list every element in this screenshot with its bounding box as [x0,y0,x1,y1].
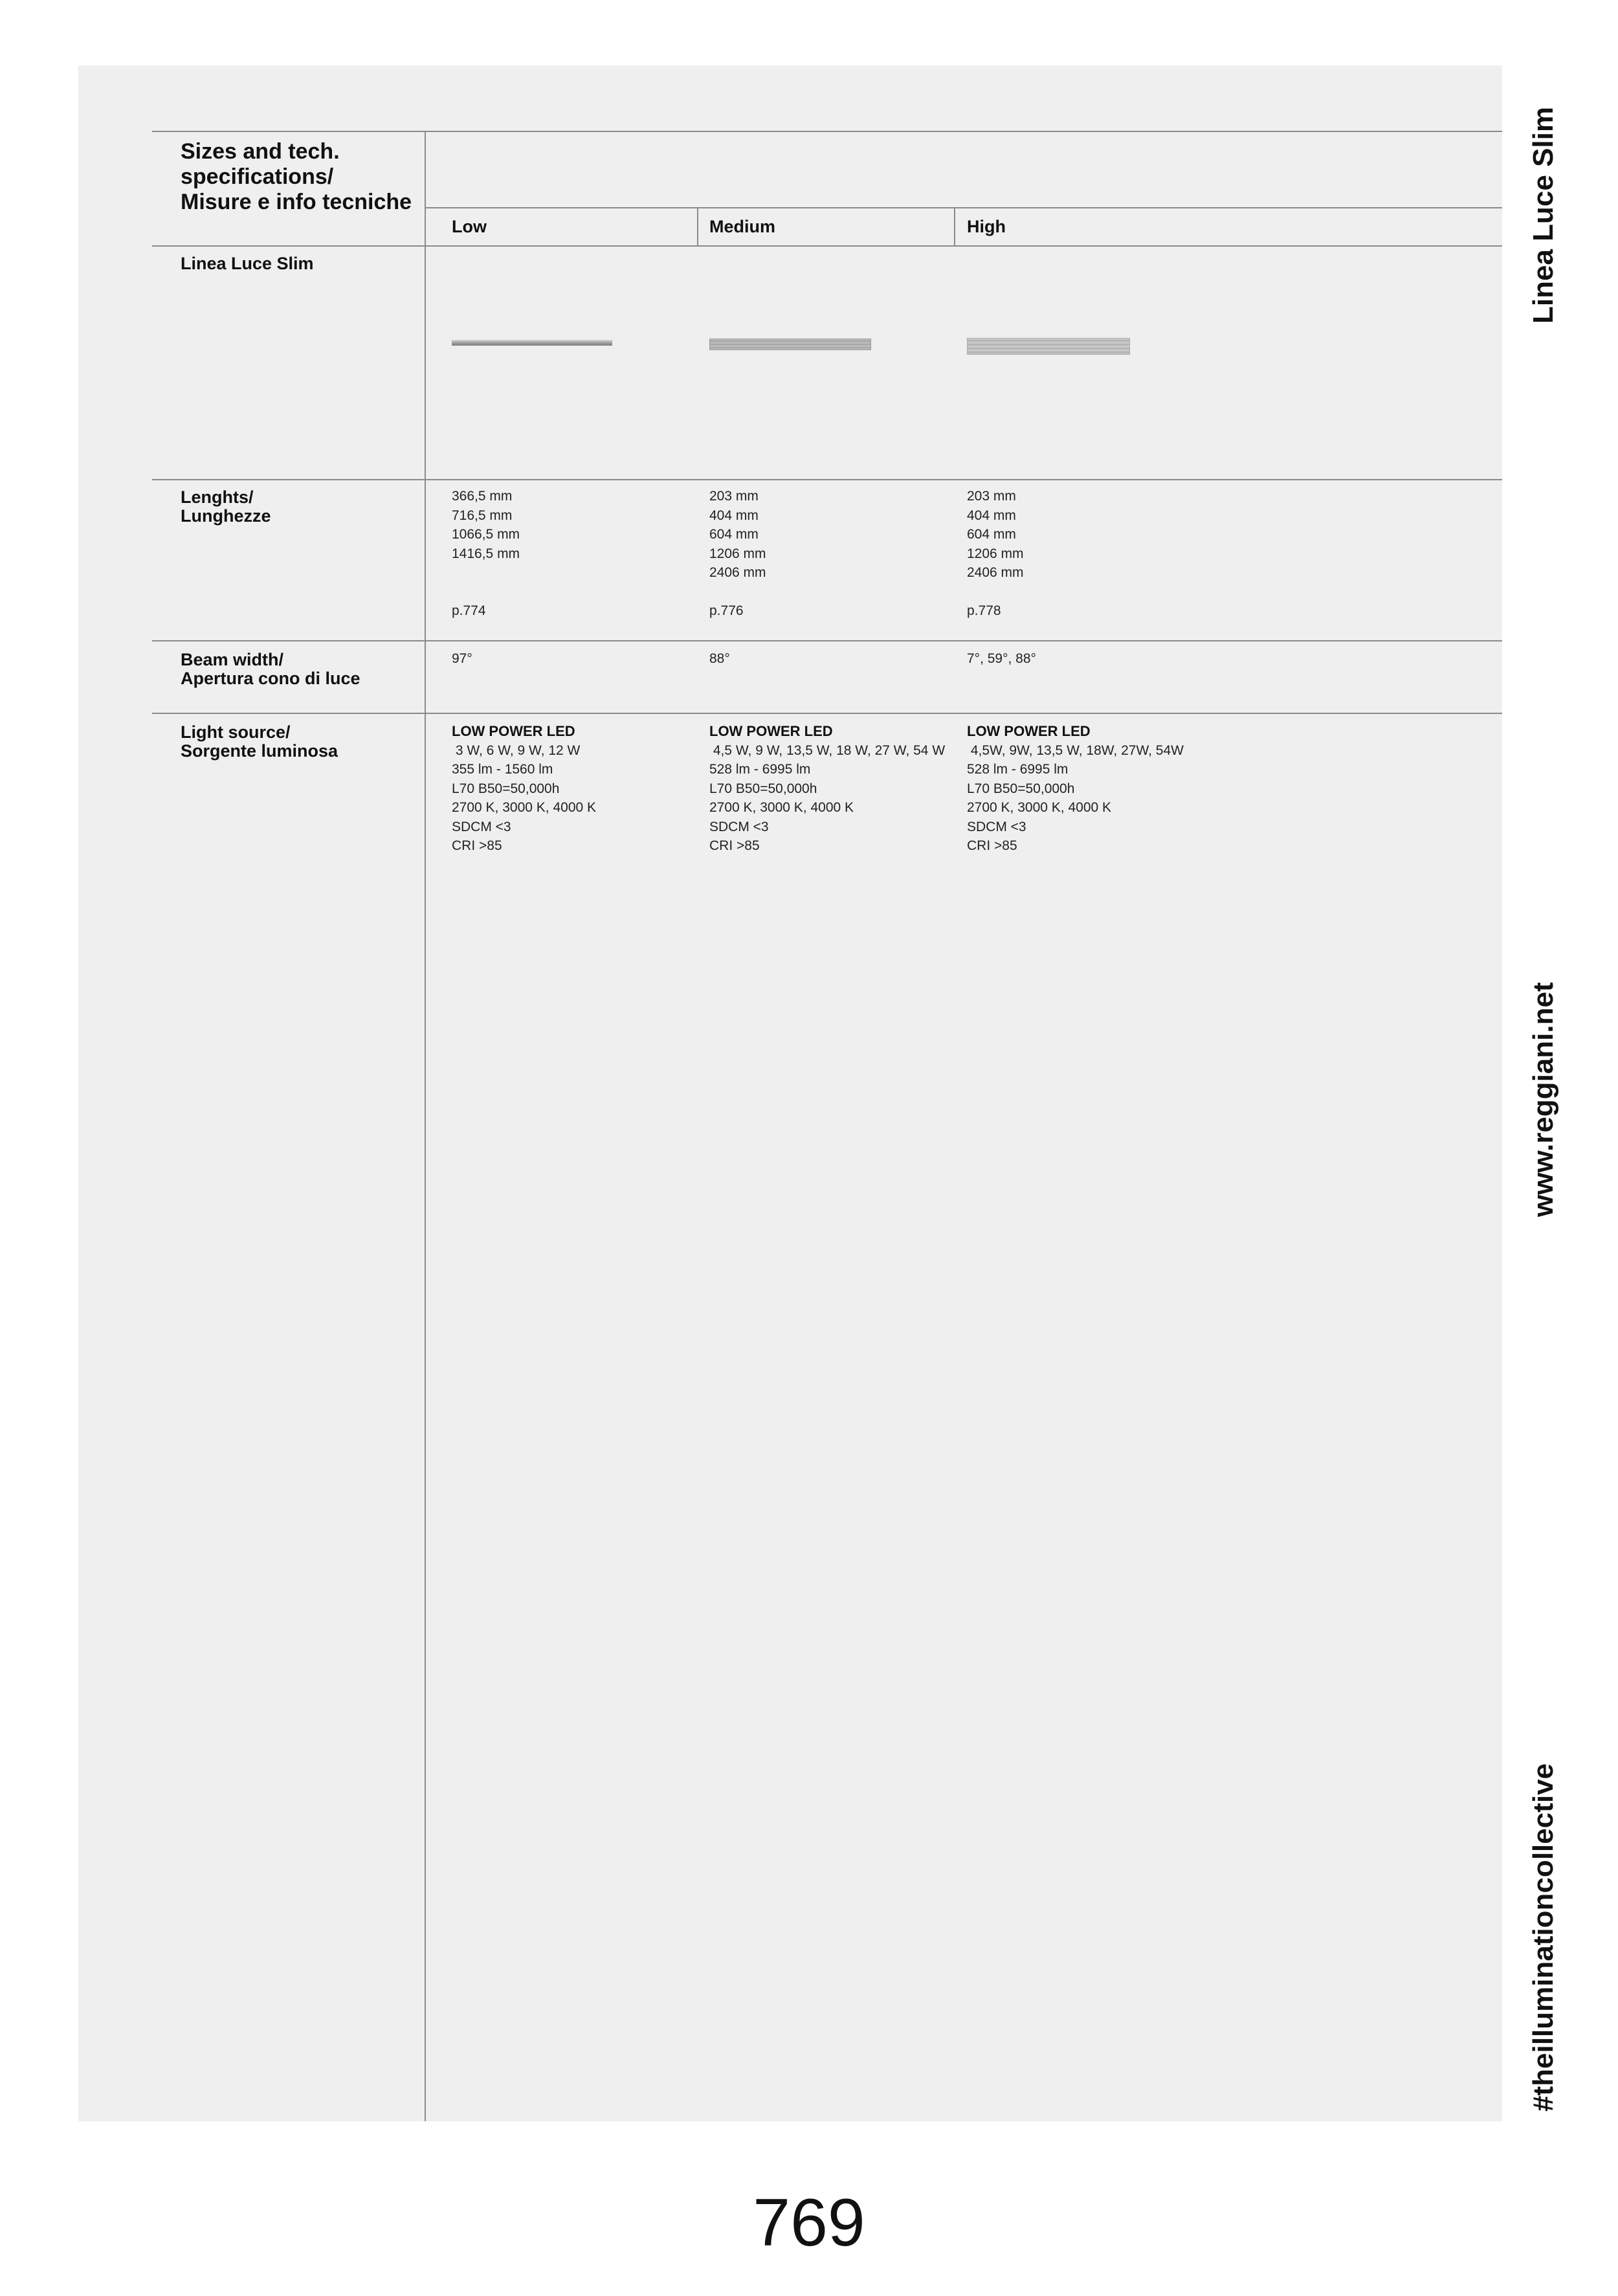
rule-header-bottom [152,245,1502,247]
page-ref-low: p.774 [452,603,486,618]
fixture-image-medium [709,339,871,350]
light-source-cell-medium [709,722,945,856]
beam-cell-medium: 88° [709,651,730,666]
length-value: 716,5 mm [452,507,513,523]
column-header-low: Low [452,217,487,236]
length-value: 604 mm [967,527,1016,542]
row-label-line: Lunghezze [181,506,271,526]
light-source-title: LOW POWER LED [709,723,833,739]
length-value: 404 mm [967,507,1016,523]
row-label-light-source [181,723,338,761]
row-label-line: Linea Luce Slim [181,254,314,273]
length-value: 1206 mm [709,546,766,561]
side-website: www.reggiani.net [1527,982,1559,1217]
length-value: 2406 mm [967,565,1024,580]
side-hashtag: #theilluminationcollective [1527,1763,1559,2112]
row-label-line: Light source/ [181,722,291,742]
beam-cell-low: 97° [452,651,472,666]
spec-line: CRI >85 [709,838,760,853]
row-label-product [181,254,314,273]
spec-line: 528 lm - 6995 lm [967,762,1069,777]
fixture-image-high [967,338,1130,355]
rule-subheader [426,207,1502,208]
row-label-line: Apertura cono di luce [181,669,360,688]
spec-line: L70 B50=50,000h [709,781,817,796]
length-value: 604 mm [709,527,759,542]
light-source-title: LOW POWER LED [967,723,1091,739]
length-value: 203 mm [709,489,759,504]
column-header-medium: Medium [709,217,776,236]
rule-col-low-medium [697,207,698,245]
spec-line: 2700 K, 3000 K, 4000 K [967,800,1112,815]
rule-after-lengths [152,640,1502,641]
rule-after-beam [152,713,1502,714]
light-source-title: LOW POWER LED [452,723,575,739]
spec-line: SDCM <3 [709,819,769,834]
length-value: 366,5 mm [452,489,513,504]
side-product-name: Linea Luce Slim [1527,107,1559,324]
rule-col-medium-high [954,207,955,245]
row-label-line: Lenghts/ [181,487,254,507]
spec-panel [78,65,1502,2121]
light-source-cell-high [967,722,1184,856]
spec-line: SDCM <3 [452,819,511,834]
length-value: 1206 mm [967,546,1024,561]
column-header-high: High [967,217,1006,236]
rule-label-column [425,131,426,2121]
light-source-cell-low [452,722,596,856]
length-value: 1416,5 mm [452,546,520,561]
length-value: 203 mm [967,489,1016,504]
title-line: specifications/ [181,164,334,189]
rule-top [152,131,1502,132]
spec-line: L70 B50=50,000h [452,781,560,796]
spec-line: 355 lm - 1560 lm [452,762,553,777]
beam-cell-high: 7°, 59°, 88° [967,651,1036,666]
spec-line: SDCM <3 [967,819,1026,834]
length-value: 404 mm [709,507,759,523]
length-value: 1066,5 mm [452,527,520,542]
spec-line: CRI >85 [967,838,1017,853]
rule-after-product [152,479,1502,480]
lengths-cell-low [452,487,520,563]
spec-line: 2700 K, 3000 K, 4000 K [452,800,597,815]
row-label-line: Beam width/ [181,650,284,669]
spec-line: 4,5W, 9W, 13,5 W, 18W, 27W, 54W [967,742,1184,758]
spec-line: 4,5 W, 9 W, 13,5 W, 18 W, 27 W, 54 W [709,742,946,758]
row-label-line: Sorgente luminosa [181,741,338,761]
lengths-cell-medium [709,487,766,583]
spec-line: 3 W, 6 W, 9 W, 12 W [452,742,581,758]
length-value: 2406 mm [709,565,766,580]
lengths-cell-high [967,487,1024,583]
title-line: Misure e info tecniche [181,190,412,214]
title-line: Sizes and tech. [181,139,340,164]
spec-line: L70 B50=50,000h [967,781,1075,796]
row-label-lengths [181,488,271,526]
spec-line: 2700 K, 3000 K, 4000 K [709,800,854,815]
fixture-image-low [452,340,612,346]
page-ref-medium: p.776 [709,603,744,618]
table-title [181,139,427,215]
page-ref-high: p.778 [967,603,1001,618]
page-number: 769 [753,2185,865,2260]
spec-line: 528 lm - 6995 lm [709,762,811,777]
row-label-beam-width [181,651,360,688]
spec-line: CRI >85 [452,838,502,853]
